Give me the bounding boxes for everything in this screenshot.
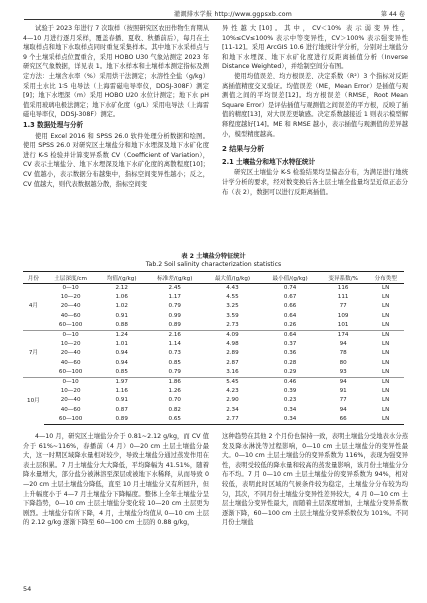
- table-cell: 20—40: [60, 397, 81, 404]
- table-row: [23, 331, 404, 341]
- table-cell: 4.09: [204, 331, 262, 341]
- table-cell: 0.82: [168, 406, 181, 413]
- table-cell: 101: [337, 321, 349, 328]
- table-cell: 0.39: [283, 388, 297, 395]
- section-heading: 2 结果与分析: [222, 145, 265, 154]
- table-cell: LN: [382, 312, 390, 319]
- table-row: [23, 340, 404, 349]
- table-cell: 0.87: [115, 406, 128, 413]
- table-cell: 40—60: [60, 406, 81, 413]
- table-cell: 93: [339, 368, 347, 375]
- table-row: [23, 349, 404, 358]
- table-cell: LN: [382, 397, 390, 404]
- table-cell: LN: [367, 378, 404, 388]
- table-row: [23, 321, 404, 331]
- table-cell: 0.23: [283, 397, 297, 404]
- table-caption-english: Tab.2 Soil salinity characterization statistics: [145, 261, 282, 268]
- table-cell: LN: [367, 415, 404, 425]
- table-cell: 60—100: [58, 321, 83, 328]
- table-cell: 91: [339, 388, 347, 395]
- table-cell: 77: [339, 397, 347, 404]
- table-row: [23, 387, 404, 396]
- table-cell: 94: [339, 406, 347, 413]
- table-cell: 0.91: [115, 312, 128, 319]
- section-heading: 1.3 数据处理与分析: [23, 120, 84, 129]
- table-cell: LN: [382, 388, 390, 395]
- table-cell: 1.26: [168, 388, 181, 395]
- table-cell: 3.25: [226, 303, 239, 310]
- table-cell: 0.99: [168, 312, 181, 319]
- table-cell: 2.90: [226, 397, 239, 404]
- salinity-table: [23, 271, 404, 425]
- table-cell: 0.89: [97, 415, 146, 425]
- table-cell: 60—100: [44, 415, 98, 425]
- table-cell: 2.12: [115, 285, 128, 291]
- table-row: [23, 293, 404, 302]
- table-cell: 0—10: [44, 331, 98, 341]
- table-cell: 0.46: [261, 378, 319, 388]
- table-cell: 40—60: [60, 359, 81, 366]
- table-cell: 94: [339, 341, 347, 348]
- table-cell: 0.94: [115, 350, 128, 357]
- table-cell: 94: [319, 378, 367, 388]
- table-cell: LN: [382, 368, 390, 375]
- header-max: 最大值/(g/kg): [204, 272, 262, 284]
- table-cell: 0.89: [168, 321, 181, 328]
- table-cell: LN: [382, 350, 390, 357]
- table-cell: 1.86: [146, 378, 204, 388]
- table-cell: 60—100: [58, 368, 83, 375]
- table-cell: 2.77: [204, 415, 262, 425]
- table-cell: 0.79: [168, 368, 181, 375]
- table-cell: LN: [382, 341, 390, 348]
- table-cell: 0.34: [261, 415, 319, 425]
- table-cell: 1.16: [115, 388, 128, 395]
- table-cell: 0.85: [168, 359, 181, 366]
- table-cell: 0.36: [283, 350, 297, 357]
- table-cell: 0.73: [168, 350, 181, 357]
- table-row: [23, 415, 404, 425]
- month-cell: 10月: [23, 378, 44, 425]
- bottom-right-column: [222, 432, 408, 528]
- table-row: [23, 302, 404, 311]
- left-column: [23, 24, 209, 189]
- table-cell: 78: [339, 350, 347, 357]
- header-std: 标准差/(g/kg): [146, 272, 204, 284]
- table-row: [23, 368, 404, 378]
- table-cell: 0.94: [115, 359, 128, 366]
- table-cell: 5.45: [204, 378, 262, 388]
- table-cell: 2.34: [226, 406, 239, 413]
- table-cell: 1.97: [97, 378, 146, 388]
- table-caption: 表 2 土壤盐分特征统计: [181, 253, 246, 260]
- header-rule: [24, 19, 405, 20]
- paragraph: 使用均值误差、均方根误差、决定系数（R²）3 个指标对反距离插值精度交叉验证。均值误差（ME，Mean Error）是插值与观测值之间的平均误差[12]。均方根误差（RMSE，Root Mean Square Error）是评估插值与观测值之间误差的平方根，反映了插值的精度[13]，对大误差更敏感。决定系数越接近 1 则表示模型解释程度越好[14]。ME 和 RMSE 越小，表示插值与观测值的差异越小，模型精度越高。: [222, 72, 408, 138]
- table-cell: 0.66: [283, 303, 297, 310]
- table-cell: 0.64: [283, 312, 297, 319]
- paragraph: 试验于 2023 年进行 7 次取样（按照研究区农田作物生育期从 4—10 月进行逐月采样，覆盖春播、夏收、秋播前后），每月在土壤取样点和地下水取样点同时重复采集样本。其中地下水采样点与 9 个土壤采样点位置重合，采用 HOBO U30 气象站测定 2023 年研究区气象数据，详见表 1。地下水样本和土壤样本测定指标及测定方法：土壤含水率（%）采用烘干法测定；水溶性全盐（g/kg）采用土水比 1∶5 电导法（上海雷磁电导率仪，DDSJ-308F）测定[9]；地下水埋深（m）采用 HOBO U20 水位计测定；地下水 pH 值采用玻璃电极法测定；地下水矿化度（g/L）采用电导法（上海雷磁电导率仪，DDSJ-308F）测定。: [23, 25, 209, 119]
- table-cell: LN: [382, 294, 390, 301]
- table-cell: 0.64: [261, 331, 319, 341]
- paragraph: 异性越大[10]。其中，CV＜10% 表示弱变异性，10%≤CV≤100% 表示中等变异性，CV＞100% 表示强变异性[11-12]。采用 ArcGIS 10.6 进行地统计学分析，分别对土壤盐分和地下水埋深、地下水矿化度进行反距离插值分析（Inverse Distance Weighted），并绘制空间分布图。: [222, 25, 408, 71]
- table-cell: LN: [382, 285, 390, 291]
- table-cell: 4.23: [226, 388, 239, 395]
- volume-label: 第 44 卷: [380, 11, 405, 18]
- table-cell: 66: [319, 415, 367, 425]
- table-cell: LN: [382, 359, 390, 366]
- table-row: [23, 312, 404, 321]
- table-cell: LN: [382, 406, 390, 413]
- table-cell: 1.17: [168, 294, 181, 301]
- page-number: 54: [23, 585, 32, 593]
- table-cell: 109: [337, 312, 349, 319]
- subsection-heading: 2.1 土壤盐分和地下水特征统计: [222, 157, 316, 166]
- header-depth: 土层深度/cm: [44, 272, 98, 284]
- table-cell: 0.67: [283, 294, 297, 301]
- month-cell: 4月: [28, 303, 38, 310]
- table-cell: 0—10: [44, 378, 98, 388]
- table-cell: LN: [382, 321, 390, 328]
- table-cell: 2.87: [226, 359, 239, 366]
- table-row: [23, 359, 404, 368]
- right-column: [222, 24, 408, 197]
- table-cell: 2.45: [168, 285, 181, 291]
- table-cell: 1.02: [115, 303, 128, 310]
- table-cell: 2.73: [226, 321, 239, 328]
- header-min: 最小值/(g/kg): [261, 272, 319, 284]
- table-cell: 10—20: [60, 388, 81, 395]
- table-cell: 1.14: [168, 341, 181, 348]
- paragraph: 这种趋势在其他 2 个月份也保持一致，表明土壤盐分受地表水分蒸发及降水淋洗等过程影响，0—10 cm 土层土壤盐分的变异性最大。0—10 cm 土层土壤盐分的变异系数为 116%，表现为强变异性，表明受较低的降水量和较高的蒸发量影响，该月份土壤盐分分布不均。7 月 0—10 cm 土层土壤盐分的变异系数为 94%，相对较低，表明此时区域的气候条件较为稳定，土壤盐分分布较为均匀，其次，不同月份土壤盐分变异性差异较大，4 月 0—10 cm 土层土壤盐分变异性最大，而随着土层深度增加，土壤盐分变异系数逐渐下降，60—100 cm 土层土壤盐分变异系数仅为 101%。不同月份土壤盐: [222, 433, 408, 527]
- table-cell: 0.91: [115, 397, 128, 404]
- table-row: [23, 396, 404, 405]
- journal-title: 灌溉排水学报 http://www.ggpsxb.com: [174, 11, 293, 18]
- table-cell: 0.29: [283, 368, 297, 375]
- table-cell: 111: [337, 294, 349, 301]
- table-cell: 10—20: [60, 341, 81, 348]
- table-cell: 1.06: [115, 294, 128, 301]
- table-cell: 20—40: [60, 303, 81, 310]
- table-row: [23, 406, 404, 415]
- header-month: 月份: [23, 272, 44, 284]
- table-cell: 0.37: [283, 341, 297, 348]
- table-cell: 116: [337, 285, 349, 291]
- table-cell: 2.89: [226, 350, 239, 357]
- table-cell: 3.16: [226, 368, 239, 375]
- table-cell: 174: [319, 331, 367, 341]
- paragraph: 研究区土壤盐分 K-S 检验结果均呈偏态分布，为满足进行地统计学分析的要求，经对数变换后各土层土壤全盐量均呈近似正态分布（表 2），数据可以进行反距离插值。: [222, 169, 408, 196]
- table-cell: 77: [339, 303, 347, 310]
- table-cell: 0.74: [283, 285, 297, 291]
- table-cell: 2.16: [146, 331, 204, 341]
- table-cell: 0.34: [283, 406, 297, 413]
- table-cell: 1.24: [97, 331, 146, 341]
- table-cell: LN: [382, 303, 390, 310]
- header-mean: 均值/(g/kg): [97, 272, 146, 284]
- table-cell: 4.98: [226, 341, 239, 348]
- table-cell: 3.59: [226, 312, 239, 319]
- table-cell: 0.85: [115, 368, 128, 375]
- header-cv: 变异系数/%: [319, 272, 367, 284]
- table-cell: 20—40: [60, 350, 81, 357]
- table-cell: 0.70: [168, 397, 181, 404]
- table-cell: 80: [339, 359, 347, 366]
- bottom-left-column: [23, 432, 209, 528]
- paragraph: 4—10 月，研究区土壤盐分介于 0.81~2.12 g/kg，而 CV 值介于 61%~116%，春播前（4 月）0—20 cm 土层土壤盐分最大，这一时期区域降水量相对较少，导致土壤盐分通过蒸发作用在表土层积累。7 月土壤盐分大大降低，平均降幅为 41.51%，随着降水量增大，部分盐分被淋溶至深层或被地下水稀释，从而导致 0—20 cm 土层土壤盐分降低，直至 10 月土壤盐分又有所回升，但上升幅度小于 4—7 月土壤盐分下降幅度。整体上全年土壤盐分呈下降趋势，0—10 cm 土层土壤盐分变化较 10—20 cm 土层更为剧烈。土壤盐分有所下降，4 月，土壤盐分均值从 0—10 cm 土层的 2.12 g/kg 逐渐下降至 60—100 cm 土层的 0.88 g/kg，: [23, 433, 209, 527]
- table-2: [23, 253, 404, 425]
- table-cell: 0.26: [283, 321, 297, 328]
- table-cell: 40—60: [60, 312, 81, 319]
- table-cell: 0.28: [283, 359, 297, 366]
- table-header-row: [23, 272, 404, 284]
- page-header: [24, 6, 405, 20]
- header-distribution: 分布类型: [367, 272, 404, 284]
- table-cell: 4.43: [226, 285, 239, 291]
- table-cell: 0.88: [115, 321, 128, 328]
- table-row: [23, 378, 404, 388]
- table-cell: 10—20: [60, 294, 81, 301]
- table-cell: 1.01: [115, 341, 128, 348]
- month-cell: 7月: [23, 331, 44, 378]
- table-cell: LN: [367, 331, 404, 341]
- table-cell: 0.65: [146, 415, 204, 425]
- table-cell: 0.79: [168, 303, 181, 310]
- table-row: [23, 284, 404, 294]
- table-cell: 4.55: [226, 294, 239, 301]
- paragraph: 使用 Excel 2016 和 SPSS 26.0 软件处理分析数据和绘图。使用 SPSS 26.0 对研究区土壤盐分和地下水埋深及地下水矿化度进行 K-S 检验并计算变异系数 CV（Coefficient of Variation），CV 表示土壤盐分、地下水埋深及地下水矿化度的离散程度[10]；CV 值越小，表示数据分布越集中，指标空间变异性越小；反之，CV 值越大，则代表数据越分散，指标空间变: [23, 132, 209, 188]
- table-cell: 0—10: [62, 285, 79, 291]
